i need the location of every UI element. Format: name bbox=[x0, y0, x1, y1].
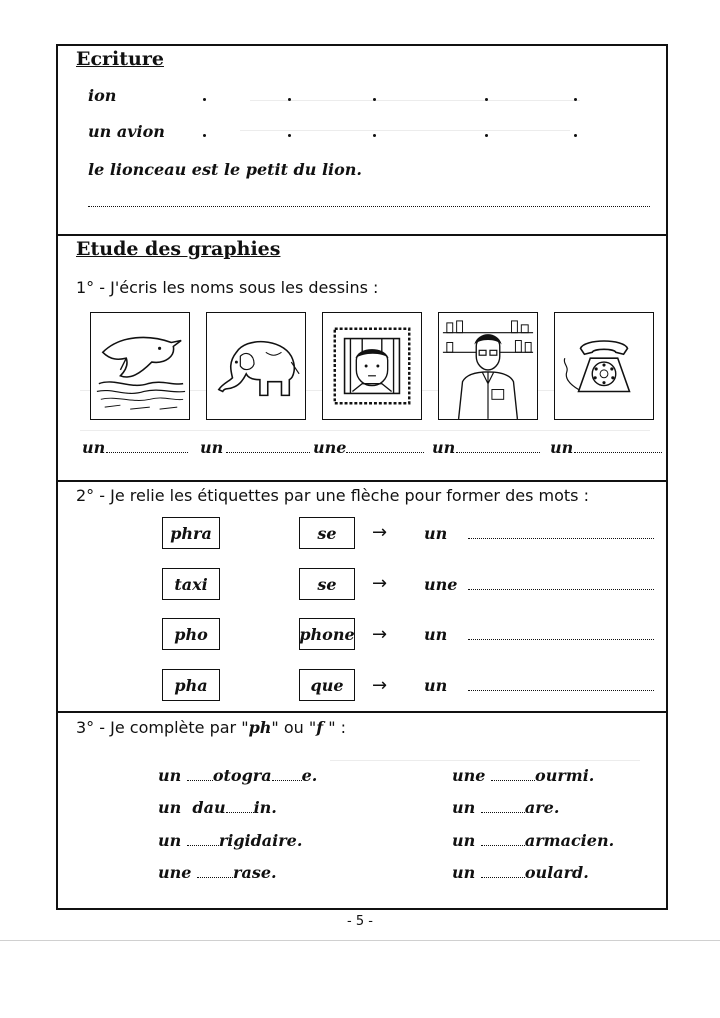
ex1-article-1: un bbox=[82, 438, 106, 457]
syllable-tag-left[interactable]: pho bbox=[162, 618, 220, 650]
ex3-right-3: un armacien. bbox=[452, 831, 615, 850]
page-bottom-line bbox=[0, 940, 720, 941]
ex2-article: un bbox=[424, 676, 448, 695]
section-divider bbox=[56, 480, 668, 482]
ex2-article: une bbox=[424, 575, 458, 594]
pharmacist-icon bbox=[439, 313, 537, 419]
guide-dot bbox=[574, 98, 577, 101]
ecriture-line-2: un avion bbox=[88, 122, 165, 141]
guide-dot bbox=[373, 98, 376, 101]
elephant-icon bbox=[207, 313, 305, 419]
ex3-right-1: une ourmi. bbox=[452, 766, 595, 785]
arrow-icon: → bbox=[372, 522, 388, 543]
ecriture-line-3: le lionceau est le petit du lion. bbox=[88, 160, 362, 179]
ex1-instruction: 1° - J'écris les noms sous les dessins : bbox=[76, 278, 379, 297]
ex1-article-2: un bbox=[200, 438, 224, 457]
guide-dot bbox=[203, 98, 206, 101]
answer-line[interactable] bbox=[468, 538, 654, 539]
telephone-picture bbox=[554, 312, 654, 420]
ex2-article: un bbox=[424, 625, 448, 644]
guide-dot bbox=[203, 134, 206, 137]
answer-line[interactable] bbox=[468, 589, 654, 590]
answer-line[interactable] bbox=[468, 639, 654, 640]
page-number: - 5 - bbox=[347, 914, 373, 929]
arrow-icon: → bbox=[372, 624, 388, 645]
guide-dot bbox=[288, 134, 291, 137]
syllable-tag-left[interactable]: taxi bbox=[162, 568, 220, 600]
syllable-tag-right[interactable]: phone bbox=[299, 618, 355, 650]
telephone-icon bbox=[555, 313, 653, 419]
answer-line[interactable] bbox=[106, 452, 188, 453]
syllable-tag-right[interactable]: se bbox=[299, 568, 355, 600]
arrow-icon: → bbox=[372, 573, 388, 594]
section-divider bbox=[56, 711, 668, 713]
answer-line[interactable] bbox=[574, 452, 662, 453]
syllable-tag-left[interactable]: phra bbox=[162, 517, 220, 549]
writing-line[interactable] bbox=[88, 206, 650, 207]
ecriture-title: Ecriture bbox=[76, 48, 164, 70]
ex1-article-5: un bbox=[550, 438, 574, 457]
answer-line[interactable] bbox=[456, 452, 540, 453]
f-label: f bbox=[316, 718, 324, 737]
ex1-article-4: un bbox=[432, 438, 456, 457]
graphies-title: Etude des graphies bbox=[76, 238, 281, 260]
dolphin-picture bbox=[90, 312, 190, 420]
ex3-left-3: un rigidaire. bbox=[158, 831, 303, 850]
guide-dot bbox=[574, 134, 577, 137]
answer-line[interactable] bbox=[226, 452, 310, 453]
ex2-instruction: 2° - Je relie les étiquettes par une flèche pour former des mots : bbox=[76, 486, 589, 505]
syllable-tag-right[interactable]: que bbox=[299, 669, 355, 701]
ex3-instruction: 3° - Je complète par "ph" ou "f " : bbox=[76, 718, 347, 737]
prisoner-icon bbox=[323, 313, 421, 419]
ex3-left-1: un otogra e. bbox=[158, 766, 318, 785]
dolphin-icon bbox=[91, 313, 189, 419]
ex3-left-2: un dau in. bbox=[158, 798, 277, 817]
pharmacist-picture bbox=[438, 312, 538, 420]
syllable-tag-right[interactable]: se bbox=[299, 517, 355, 549]
ecriture-line-1: ion bbox=[88, 86, 117, 105]
ex1-article-3: une bbox=[313, 438, 347, 457]
elephant-picture bbox=[206, 312, 306, 420]
guide-dot bbox=[485, 98, 488, 101]
ex2-article: un bbox=[424, 524, 448, 543]
ex3-left-4: une rase. bbox=[158, 863, 277, 882]
guide-dot bbox=[485, 134, 488, 137]
answer-line[interactable] bbox=[346, 452, 424, 453]
section-divider bbox=[56, 234, 668, 236]
ex3-right-2: un are. bbox=[452, 798, 560, 817]
syllable-tag-left[interactable]: pha bbox=[162, 669, 220, 701]
ex3-right-4: un oulard. bbox=[452, 863, 589, 882]
answer-line[interactable] bbox=[468, 690, 654, 691]
ph-label: ph bbox=[248, 718, 272, 737]
guide-dot bbox=[288, 98, 291, 101]
prisoner-picture bbox=[322, 312, 422, 420]
arrow-icon: → bbox=[372, 675, 388, 696]
guide-dot bbox=[373, 134, 376, 137]
